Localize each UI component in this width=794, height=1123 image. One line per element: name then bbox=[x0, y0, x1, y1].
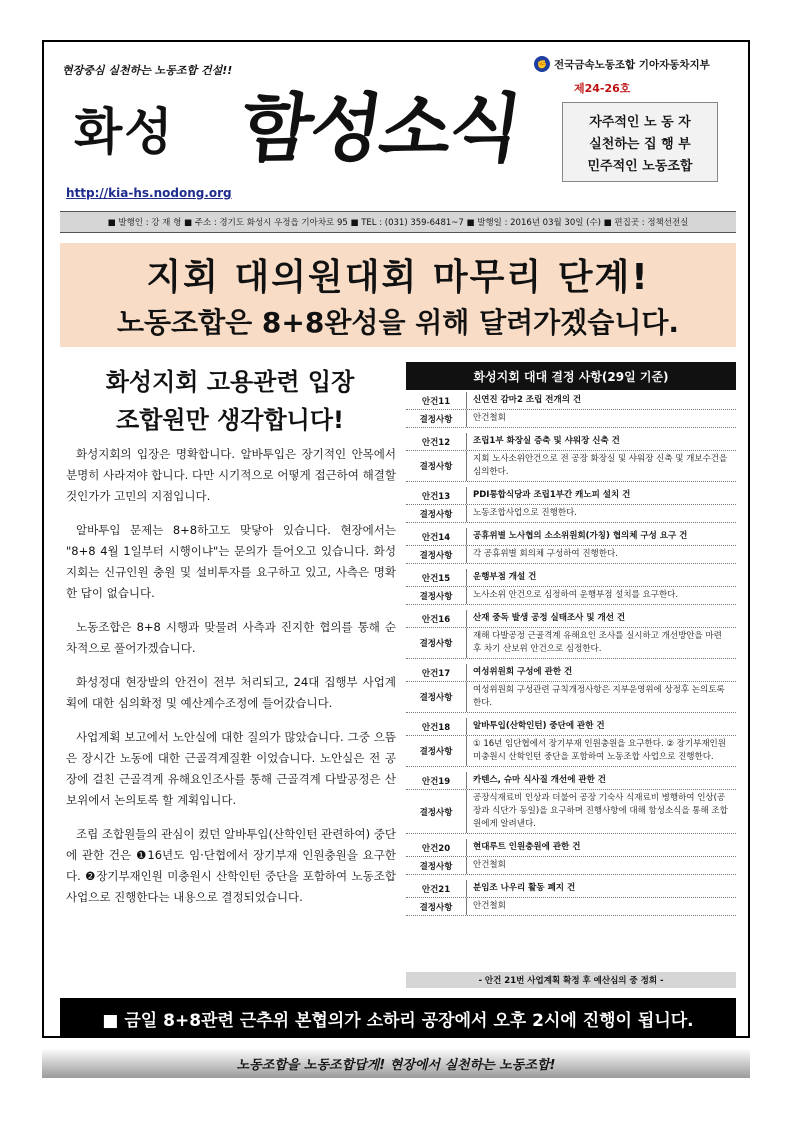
row-label: 안건20 bbox=[406, 839, 467, 856]
row-text: 각 공휴위별 회의체 구성하여 진행한다. bbox=[473, 549, 618, 559]
row-text: 운행부점 개설 건 bbox=[473, 572, 537, 582]
row-label: 결정사항 bbox=[406, 898, 467, 915]
decision-row bbox=[406, 857, 736, 875]
site-url-link[interactable]: http://kia-hs.nodong.org bbox=[66, 186, 232, 200]
row-text: 카텐스, 슈마 식사질 개선에 관한 건 bbox=[473, 775, 606, 785]
row-label: 안건13 bbox=[406, 487, 467, 504]
motto-line: 실천하는 집 행 부 bbox=[589, 136, 691, 152]
agenda-row bbox=[406, 487, 736, 505]
decision-row bbox=[406, 736, 736, 767]
article-paragraph: 알바투입 문제는 8+8하고도 맞닿아 있습니다. 현장에서는 "8+8 4월 1일부터 시행이냐"는 문의가 들어오고 있습니다. 화성지회는 신규인원 충원 및 설비투자를 요구하고 있고, 사측은 명확한 답이 없습니다. bbox=[66, 523, 396, 600]
article-paragraph: 노동조합은 8+8 시행과 맞물려 사측과 진지한 협의를 통해 순차적으로 풀어가겠습니다. bbox=[66, 620, 396, 655]
agenda-row bbox=[406, 433, 736, 451]
row-text: 노사소위 안건으로 심정하여 운행부점 설치를 요구한다. bbox=[473, 590, 679, 600]
row-label: 결정사항 bbox=[406, 587, 467, 604]
row-text: 안건철회 bbox=[473, 901, 506, 911]
row-label: 결정사항 bbox=[406, 736, 467, 766]
decision-row bbox=[406, 628, 736, 659]
headline-box bbox=[60, 243, 736, 347]
agenda-row bbox=[406, 528, 736, 546]
row-text: 조립1부 화장실 증축 및 샤워장 신축 건 bbox=[473, 436, 620, 446]
row-text: 분임조 나우리 활동 폐지 건 bbox=[473, 883, 576, 893]
row-text: 신연진 감마2 조립 전개의 건 bbox=[473, 395, 582, 405]
agenda-row bbox=[406, 610, 736, 628]
row-label: 안건17 bbox=[406, 664, 467, 681]
issue-number: 제24-26호 bbox=[574, 82, 631, 95]
row-text: 공휴위별 노사협의 소소위원회(가칭) 협의체 구성 요구 건 bbox=[473, 531, 688, 541]
row-text: 산재 중독 발생 공정 실태조사 및 개선 건 bbox=[473, 613, 626, 623]
decisions-footnote: - 안건 21번 사업계획 확정 후 예산심의 중 정회 - bbox=[406, 972, 736, 988]
masthead-title: 함성소식 bbox=[235, 86, 526, 172]
row-text: 노동조합사업으로 진행한다. bbox=[473, 508, 577, 518]
article-title: 화성지회 고용관련 입장 bbox=[105, 368, 355, 396]
row-label: 결정사항 bbox=[406, 546, 467, 563]
row-text: ① 16년 임단협에서 장기부재 인원충원을 요구한다. ② 장기부재인원 미충원시 산학인턴 중단을 포함하여 노동조합 사업으로 진행한다. bbox=[473, 739, 726, 762]
row-text: 공장식재료비 인상과 더불어 공장 기숙사 식재료비 병행하여 인상(공장과 식단가 동일)을 요구하며 진행사항에 대해 함성소식을 통해 조합원에게 알려낸다. bbox=[473, 793, 728, 829]
motto-box bbox=[562, 102, 718, 182]
row-label: 안건18 bbox=[406, 718, 467, 735]
agenda-row bbox=[406, 772, 736, 790]
article-paragraph: 조립 조합원들의 관심이 컸던 알바투입(산학인턴 관련하여) 중단에 관한 건은 ❶16년도 임·단협에서 장기부재 인원충원을 요구한다. ❷장기부재인원 미충원시 산학인턴 중단을 포함하여 노동조합사업으로 진행한다는 내용으로 결정되었습니다. bbox=[66, 827, 396, 904]
decisions-heading: 화성지회 대대 결정 사항(29일 기준) bbox=[406, 362, 736, 390]
decision-row bbox=[406, 587, 736, 605]
row-text: 안건철회 bbox=[473, 413, 506, 423]
decision-row bbox=[406, 451, 736, 482]
article-paragraph: 화성지회의 입장은 명확합니다. 알바투입은 장기적인 안목에서 분명히 사라져야 합니다. 다만 시기적으로 어떻게 접근하여 해결할 것인가가 고민의 지점입니다. bbox=[66, 447, 396, 503]
row-text: 지회 노사소위안건으로 전 공장 화장실 및 샤워장 신축 및 개보수건을 심의한다. bbox=[473, 454, 728, 477]
union-header bbox=[534, 56, 710, 72]
row-label: 안건12 bbox=[406, 433, 467, 450]
row-label: 안건14 bbox=[406, 528, 467, 545]
masthead-slogan: 현장중심 실천하는 노동조합 건설!! bbox=[62, 64, 233, 77]
motto-line: 자주적인 노 동 자 bbox=[589, 114, 691, 130]
row-text: 재해 다발공정 근골격계 유해요인 조사를 실시하고 개선방안을 마련후 차기 산보위 안건으로 심정한다. bbox=[473, 631, 722, 654]
row-label: 안건19 bbox=[406, 772, 467, 789]
row-label: 결정사항 bbox=[406, 628, 467, 658]
footer-slogan: 노동조합을 노동조합답게! 현장에서 실천하는 노동조합! bbox=[42, 1048, 750, 1078]
row-label: 안건11 bbox=[406, 392, 467, 409]
row-label: 결정사항 bbox=[406, 451, 467, 481]
headline-main: 지회 대의원대회 마무리 단계! bbox=[146, 257, 650, 298]
notice-bar: ■ 금일 8+8관련 근추위 본협의가 소하리 공장에서 오후 2시에 진행이 됩니다. bbox=[60, 998, 736, 1038]
article-subtitle: 조합원만 생각합니다! bbox=[116, 406, 344, 434]
row-text: 알바투입(산학인턴) 중단에 관한 건 bbox=[473, 721, 605, 731]
union-name: 전국금속노동조합 기아자동차지부 bbox=[554, 58, 710, 71]
publication-info-bar: ■ 발행인 : 강 재 형 ■ 주소 : 경기도 화성시 우정읍 기아차로 95 ■ TEL : (031) 359-6481~7 ■ 발행일 : 2016년 03월 30일 (수) ■ 편집곳 : 정책선전실 bbox=[60, 211, 736, 233]
agenda-row bbox=[406, 718, 736, 736]
row-label: 결정사항 bbox=[406, 410, 467, 427]
row-text: 현대루트 인원충원에 관한 건 bbox=[473, 842, 581, 852]
article-paragraph: 화성정대 현장발의 안건이 전부 처리되고, 24대 집행부 사업계획에 대한 심의확정 및 예산계수조정에 들어갔습니다. bbox=[66, 675, 396, 710]
agenda-row bbox=[406, 880, 736, 898]
row-label: 안건16 bbox=[406, 610, 467, 627]
decision-row bbox=[406, 898, 736, 916]
row-text: 여성위원회 구성관련 규칙개정사항은 지부운영위에 상정후 논의토록한다. bbox=[473, 685, 725, 708]
decision-row bbox=[406, 546, 736, 564]
agenda-row bbox=[406, 392, 736, 410]
masthead-region: 화성 bbox=[74, 102, 175, 161]
decision-row bbox=[406, 410, 736, 428]
row-label: 결정사항 bbox=[406, 505, 467, 522]
row-label: 결정사항 bbox=[406, 682, 467, 712]
union-logo-icon: ✊ bbox=[534, 56, 550, 72]
row-label: 결정사항 bbox=[406, 857, 467, 874]
article-body bbox=[66, 444, 396, 921]
headline-sub: 노동조합은 8+8완성을 위해 달려가겠습니다. bbox=[116, 306, 680, 339]
row-label: 안건21 bbox=[406, 880, 467, 897]
row-text: PDI통합식당과 조립1부간 캐노피 설치 건 bbox=[473, 490, 631, 500]
decision-row bbox=[406, 790, 736, 834]
article-paragraph: 사업계획 보고에서 노안실에 대한 질의가 많았습니다. 그중 으뜸은 장시간 노동에 대한 근골격계질환 이었습니다. 노안실은 전 공장에 걸친 근골격계 유해요인조사를 통해 근골격계 다발공정은 산보위에서 논의토록 할 계획입니다. bbox=[66, 730, 396, 807]
row-label: 안건15 bbox=[406, 569, 467, 586]
row-text: 안건철회 bbox=[473, 860, 506, 870]
agenda-row bbox=[406, 664, 736, 682]
agenda-row bbox=[406, 839, 736, 857]
motto-line: 민주적인 노동조합 bbox=[587, 158, 693, 174]
decisions-table bbox=[406, 392, 736, 921]
decision-row bbox=[406, 682, 736, 713]
row-text: 여성위원회 구성에 관한 건 bbox=[473, 667, 573, 677]
agenda-row bbox=[406, 569, 736, 587]
row-label: 결정사항 bbox=[406, 790, 467, 833]
decision-row bbox=[406, 505, 736, 523]
